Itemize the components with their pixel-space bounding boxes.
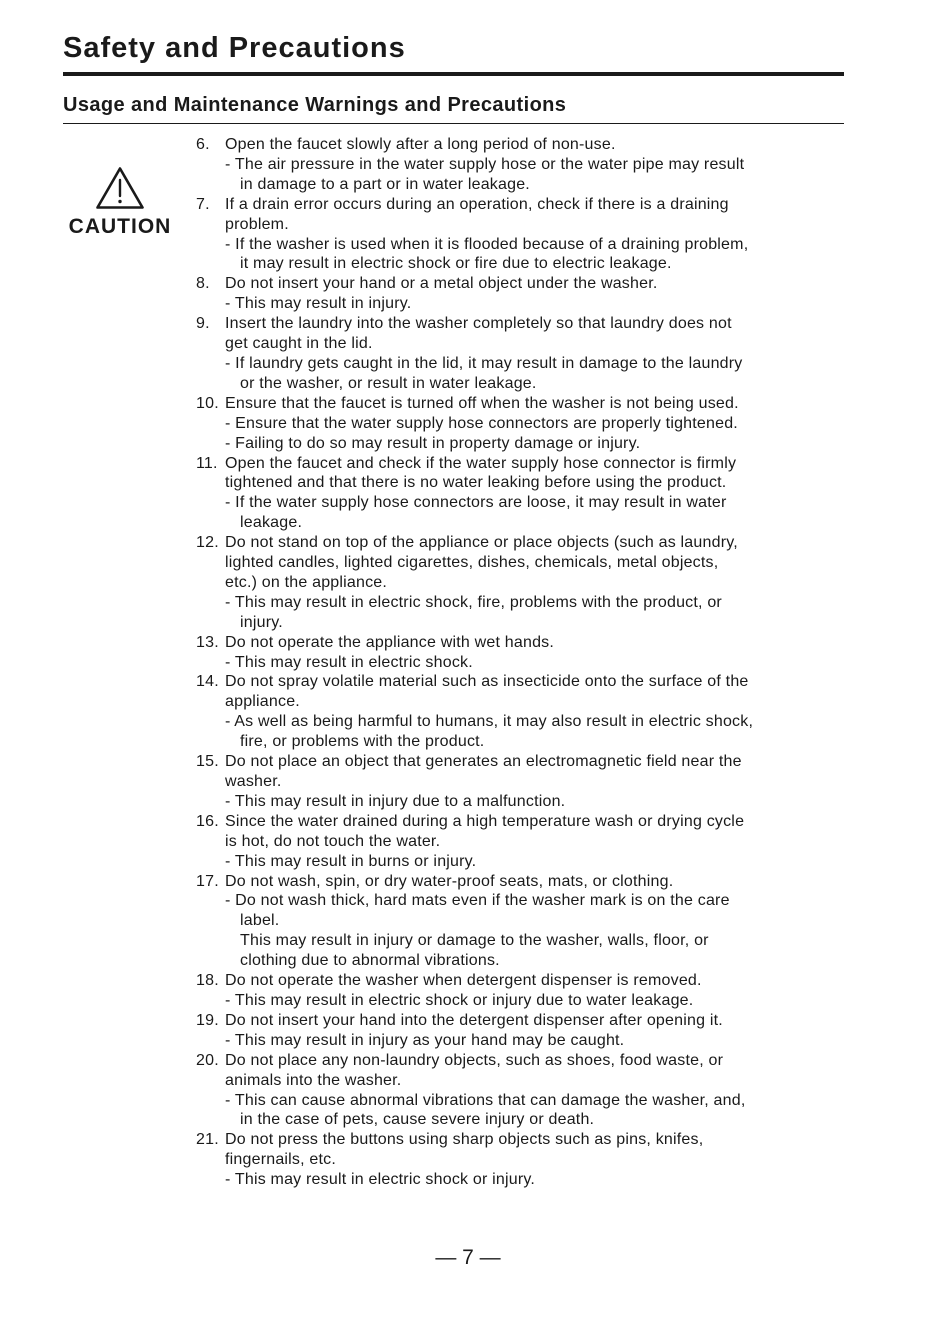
page-title: Safety and Precautions (63, 32, 406, 64)
note-text-line: in the case of pets, cause severe injury or death. (240, 1111, 595, 1129)
note-text-line: - As well as being harmful to humans, it may also result in electric shock, (225, 713, 754, 731)
item-number: 9. (196, 315, 210, 333)
note-text-line: - This may result in injury as your hand may be caught. (225, 1031, 625, 1049)
item-number: 20. (196, 1051, 219, 1069)
page-number: — 7 — (435, 1246, 501, 1269)
item-text-line: Do not insert your hand into the detergent dispenser after opening it. (225, 1011, 723, 1029)
note-text-line: injury. (240, 613, 283, 631)
item-body (225, 1130, 856, 1190)
item-body (225, 394, 856, 454)
item-number: 14. (196, 673, 219, 691)
note-text-line: - This may result in injury. (225, 295, 412, 313)
item-body (225, 872, 856, 972)
item-text-line: Do not place any non-laundry objects, such as shoes, food waste, or (225, 1051, 724, 1069)
note-text-line: - If laundry gets caught in the lid, it may result in damage to the laundry (225, 354, 743, 372)
item-number: 10. (196, 394, 219, 412)
precaution-item (196, 872, 856, 972)
item-text-line: tightened and that there is no water leaking before using the product. (225, 474, 727, 492)
precaution-item (196, 1011, 856, 1051)
item-text-line: etc.) on the appliance. (225, 573, 388, 591)
precaution-item (196, 633, 856, 673)
note-text-line: or the washer, or result in water leakage. (240, 374, 537, 392)
precaution-item (196, 135, 856, 195)
item-note (225, 235, 856, 275)
precaution-item (196, 454, 856, 534)
note-text-line: - The air pressure in the water supply hose or the water pipe may result (225, 155, 745, 173)
note-text-line: fire, or problems with the product. (240, 733, 485, 751)
section-heading: Usage and Maintenance Warnings and Precautions (63, 94, 567, 116)
note-text-line: - If the water supply hose connectors are loose, it may result in water (225, 494, 727, 512)
item-text-line: washer. (225, 773, 282, 790)
item-body (225, 274, 856, 314)
item-note (225, 294, 856, 314)
item-text-line: Do not stand on top of the appliance or place objects (such as laundry, (225, 534, 738, 552)
note-text-line: - This may result in electric shock or injury due to water leakage. (225, 991, 694, 1009)
precaution-item (196, 812, 856, 872)
item-number: 6. (196, 136, 210, 153)
section-divider (63, 123, 844, 124)
item-note (225, 792, 856, 812)
item-number: 15. (196, 753, 219, 771)
item-note (225, 155, 856, 195)
note-text-line: - This may result in burns or injury. (225, 852, 477, 870)
item-number: 16. (196, 812, 219, 830)
item-text-line: appliance. (225, 693, 300, 711)
precaution-item (196, 1130, 856, 1190)
item-body (225, 633, 856, 673)
item-text-line: If a drain error occurs during an operation, check if there is a draining (225, 195, 729, 213)
item-body (225, 454, 856, 534)
note-text-line: - If the washer is used when it is flooded because of a draining problem, (225, 235, 749, 253)
item-body (225, 195, 856, 275)
item-text-line: Insert the laundry into the washer completely so that laundry does not (225, 315, 732, 333)
item-body (225, 533, 856, 633)
item-body (225, 672, 856, 752)
note-text-line: label. (240, 912, 280, 930)
note-text-line: This may result in injury or damage to the washer, walls, floor, or (240, 932, 709, 950)
item-text-line: get caught in the lid. (225, 335, 373, 353)
item-text-line: Open the faucet and check if the water supply hose connector is firmly (225, 454, 737, 472)
item-text-line: Do not insert your hand or a metal object under the washer. (225, 275, 658, 293)
note-text-line: - This may result in electric shock, fire, problems with the product, or (225, 593, 722, 611)
item-number: 19. (196, 1011, 219, 1029)
item-text-line: Ensure that the faucet is turned off when the washer is not being used. (225, 394, 739, 412)
item-number: 7. (196, 195, 210, 213)
precaution-item (196, 274, 856, 314)
item-note (225, 712, 856, 752)
item-number: 18. (196, 972, 219, 990)
item-text-line: Do not press the buttons using sharp objects such as pins, knifes, (225, 1131, 704, 1149)
precaution-item (196, 394, 856, 454)
item-text-line: Do not wash, spin, or dry water-proof seats, mats, or clothing. (225, 872, 674, 890)
item-text-line: Since the water drained during a high temperature wash or drying cycle (225, 812, 745, 830)
item-note (225, 434, 856, 454)
precaution-item (196, 314, 856, 394)
item-note (225, 1031, 856, 1051)
item-note (225, 414, 856, 434)
note-text-line: - This may result in electric shock or injury. (225, 1171, 536, 1189)
item-note (225, 1091, 856, 1131)
item-number: 8. (196, 275, 210, 293)
item-body (225, 314, 856, 394)
note-text-line: - Ensure that the water supply hose connectors are properly tightened. (225, 414, 738, 432)
item-note (225, 891, 856, 971)
item-body (225, 1051, 856, 1131)
precaution-item (196, 533, 856, 633)
item-body (225, 1011, 856, 1051)
warning-triangle-icon (95, 166, 145, 210)
item-note (225, 1170, 856, 1190)
note-text-line: it may result in electric shock or fire due to electric leakage. (240, 255, 672, 273)
item-body (225, 971, 856, 1011)
item-text-line: Do not operate the washer when detergent dispenser is removed. (225, 972, 702, 990)
note-text-line: - This may result in electric shock. (225, 653, 473, 671)
precaution-item (196, 1051, 856, 1131)
item-number: 17. (196, 872, 219, 890)
item-text-line: Open the faucet slowly after a long period of non-use. (225, 136, 616, 153)
item-note (225, 991, 856, 1011)
item-text-line: fingernails, etc. (225, 1151, 337, 1169)
precaution-item (196, 752, 856, 812)
item-text-line: problem. (225, 215, 289, 233)
item-number: 12. (196, 534, 219, 552)
note-text-line: - Do not wash thick, hard mats even if the washer mark is on the care (225, 892, 730, 910)
note-text-line: leakage. (240, 514, 303, 532)
item-text-line: is hot, do not touch the water. (225, 832, 441, 850)
item-body (225, 752, 856, 812)
note-text-line: - This can cause abnormal vibrations that can damage the washer, and, (225, 1091, 746, 1109)
note-text-line: in damage to a part or in water leakage. (240, 175, 530, 193)
item-note (225, 593, 856, 633)
item-note (225, 493, 856, 533)
item-text-line: lighted candles, lighted cigarettes, dishes, chemicals, metal objects, (225, 554, 719, 572)
note-text-line: - Failing to do so may result in property damage or injury. (225, 434, 641, 452)
item-note (225, 852, 856, 872)
item-body (225, 812, 856, 872)
precaution-item (196, 672, 856, 752)
item-number: 11. (196, 454, 218, 472)
title-divider (63, 72, 844, 76)
precaution-item (196, 195, 856, 275)
note-text-line: - This may result in injury due to a malfunction. (225, 792, 566, 810)
caution-label: CAUTION (68, 215, 172, 238)
precautions-list (196, 135, 856, 1190)
item-text-line: Do not operate the appliance with wet hands. (225, 633, 555, 651)
item-text-line: Do not spray volatile material such as insecticide onto the surface of the (225, 673, 749, 691)
item-number: 21. (196, 1131, 219, 1149)
item-text-line: animals into the washer. (225, 1071, 402, 1089)
item-number: 13. (196, 633, 219, 651)
item-body (225, 135, 856, 195)
item-text-line: Do not place an object that generates an electromagnetic field near the (225, 753, 742, 771)
precaution-item (196, 971, 856, 1011)
caution-block (62, 166, 178, 239)
item-note (225, 354, 856, 394)
item-note (225, 653, 856, 673)
note-text-line: clothing due to abnormal vibrations. (240, 952, 500, 970)
